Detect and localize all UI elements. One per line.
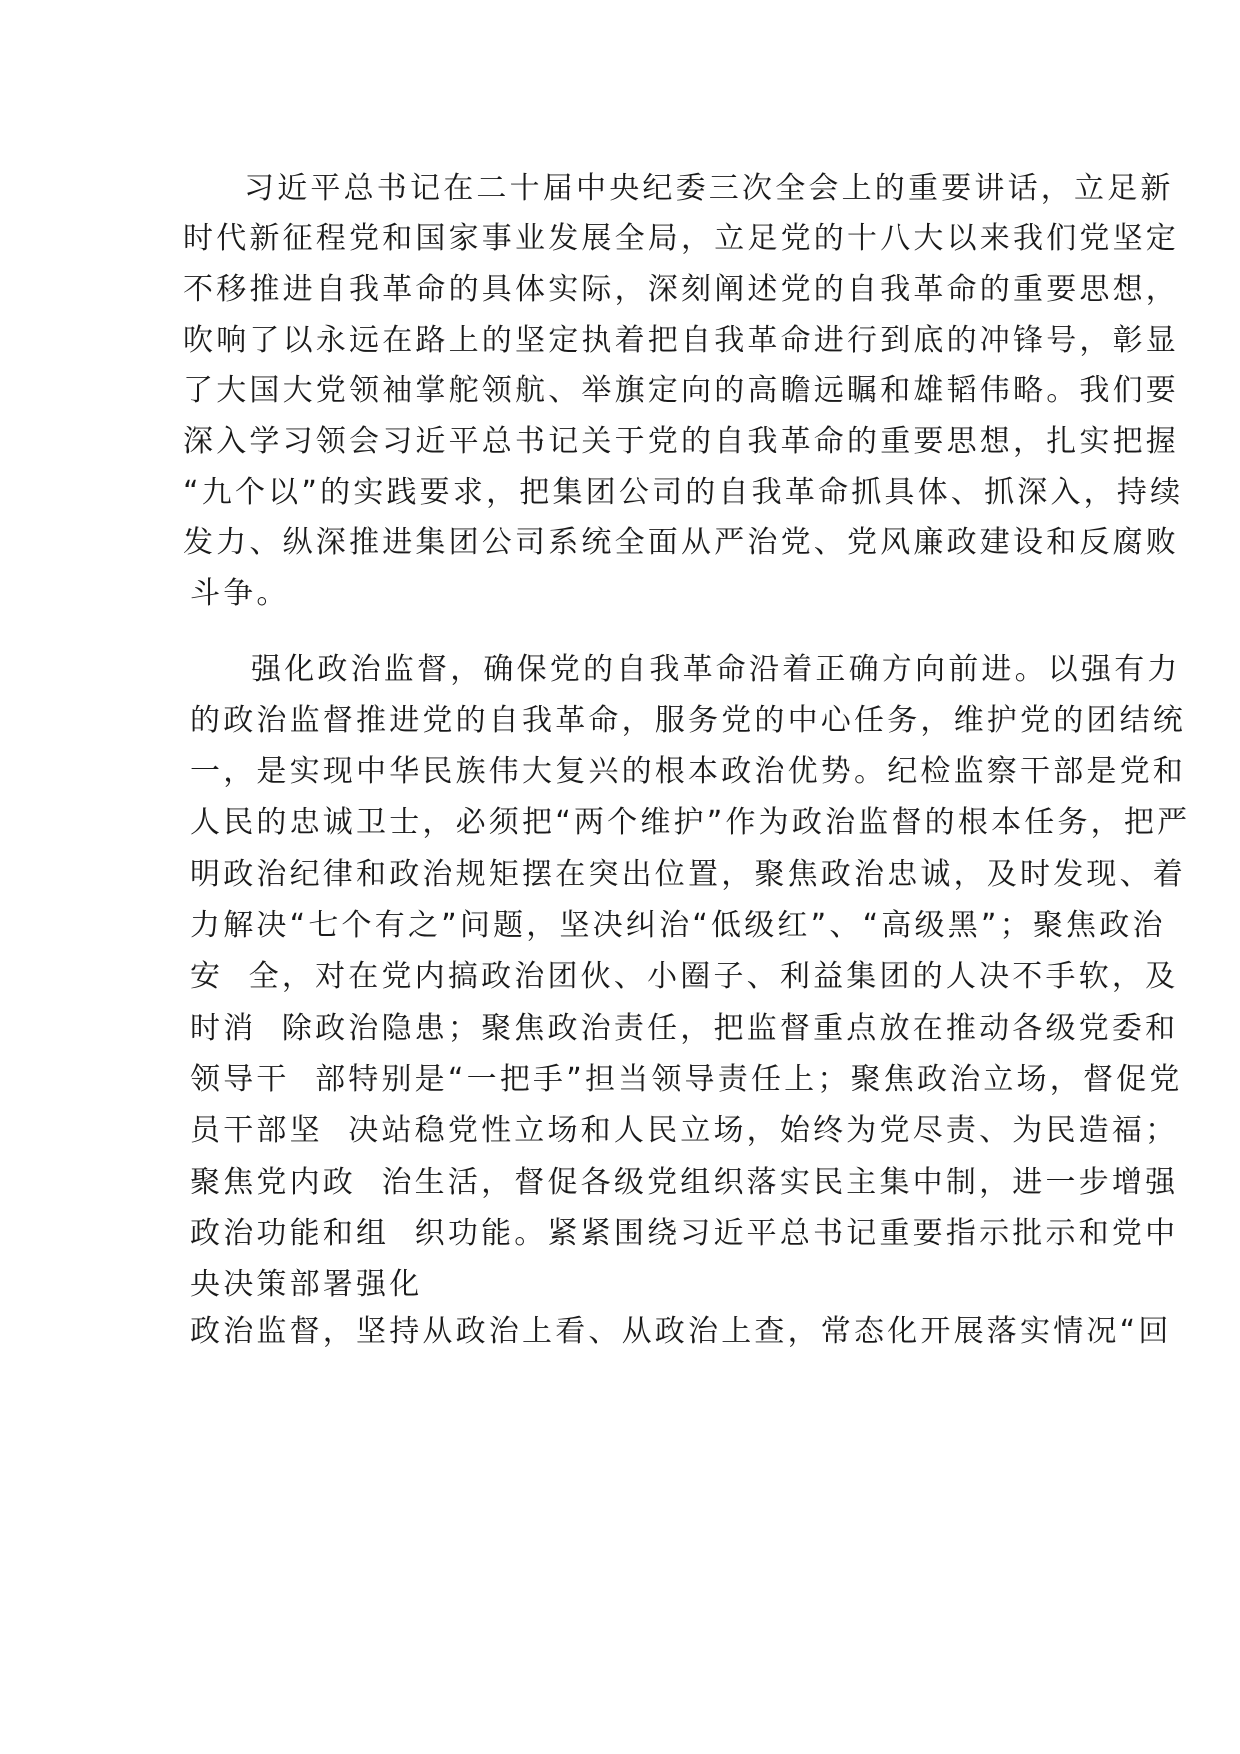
paragraph-1-line: 吹响了以永远在路上的坚定执着把自我革命进行到底的冲锋号，彰显: [183, 323, 1179, 358]
paragraph-1-line: 不移推进自我革命的具体实际，深刻阐述党的自我革命的重要思想，: [183, 272, 1179, 307]
paragraph-2-line: 政治功能和组 织功能。紧紧围绕习近平总书记重要指示批示和党中: [190, 1216, 1179, 1251]
paragraph-1-line: 斗争。: [190, 576, 290, 611]
paragraph-1-line: 习近平总书记在二十届中央纪委三次全会上的重要讲话，立足新: [244, 171, 1174, 206]
paragraph-2-line: 强化政治监督，确保党的自我革命沿着正确方向前进。以强有力: [251, 652, 1181, 687]
paragraph-2-line: 员干部坚 决站稳党性立场和人民立场，始终为党尽责、为民造福；: [190, 1113, 1179, 1148]
paragraph-1-line: 深入学习领会习近平总书记关于党的自我革命的重要思想，扎实把握: [183, 424, 1179, 459]
paragraph-2-line: 时消 除政治隐患；聚焦政治责任，把监督重点放在推动各级党委和: [190, 1011, 1179, 1046]
paragraph-2-line: 聚焦党内政 治生活，督促各级党组织落实民主集中制，进一步增强: [190, 1165, 1179, 1200]
paragraph-1-line: 发力、纵深推进集团公司系统全面从严治党、党风廉政建设和反腐败: [183, 525, 1179, 560]
paragraph-2-line: 安 全，对在党内搞政治团伙、小圈子、利益集团的人决不手软，及: [190, 959, 1179, 994]
paragraph-2-line: 央决策部署强化: [190, 1267, 423, 1302]
paragraph-2-line: 人民的忠诚卫士，必须把“两个维护”作为政治监督的根本任务，把严: [190, 805, 1191, 840]
paragraph-1-line: “九个以”的实践要求，把集团公司的自我革命抓具体、抓深入，持续: [183, 475, 1184, 510]
paragraph-2-line: 力解决“七个有之”问题，坚决纠治“低级红”、“高级黑”；聚焦政治: [190, 908, 1166, 943]
paragraph-2-line: 领导干 部特别是“一把手”担当领导责任上；聚焦政治立场，督促党: [190, 1062, 1183, 1097]
paragraph-2-line: 明政治纪律和政治规矩摆在突出位置，聚焦政治忠诚，及时发现、着: [190, 857, 1186, 892]
paragraph-2-line: 政治监督，坚持从政治上看、从政治上查，常态化开展落实情况“回: [190, 1314, 1172, 1349]
paragraph-2-line: 一，是实现中华民族伟大复兴的根本政治优势。纪检监察干部是党和: [190, 754, 1186, 789]
paragraph-1-line: 时代新征程党和国家事业发展全局，立足党的十八大以来我们党坚定: [183, 221, 1179, 256]
paragraph-1-line: 了大国大党领袖掌舵领航、举旗定向的高瞻远瞩和雄韬伟略。我们要: [183, 373, 1179, 408]
paragraph-2-line: 的政治监督推进党的自我革命，服务党的中心任务，维护党的团结统: [190, 703, 1186, 738]
